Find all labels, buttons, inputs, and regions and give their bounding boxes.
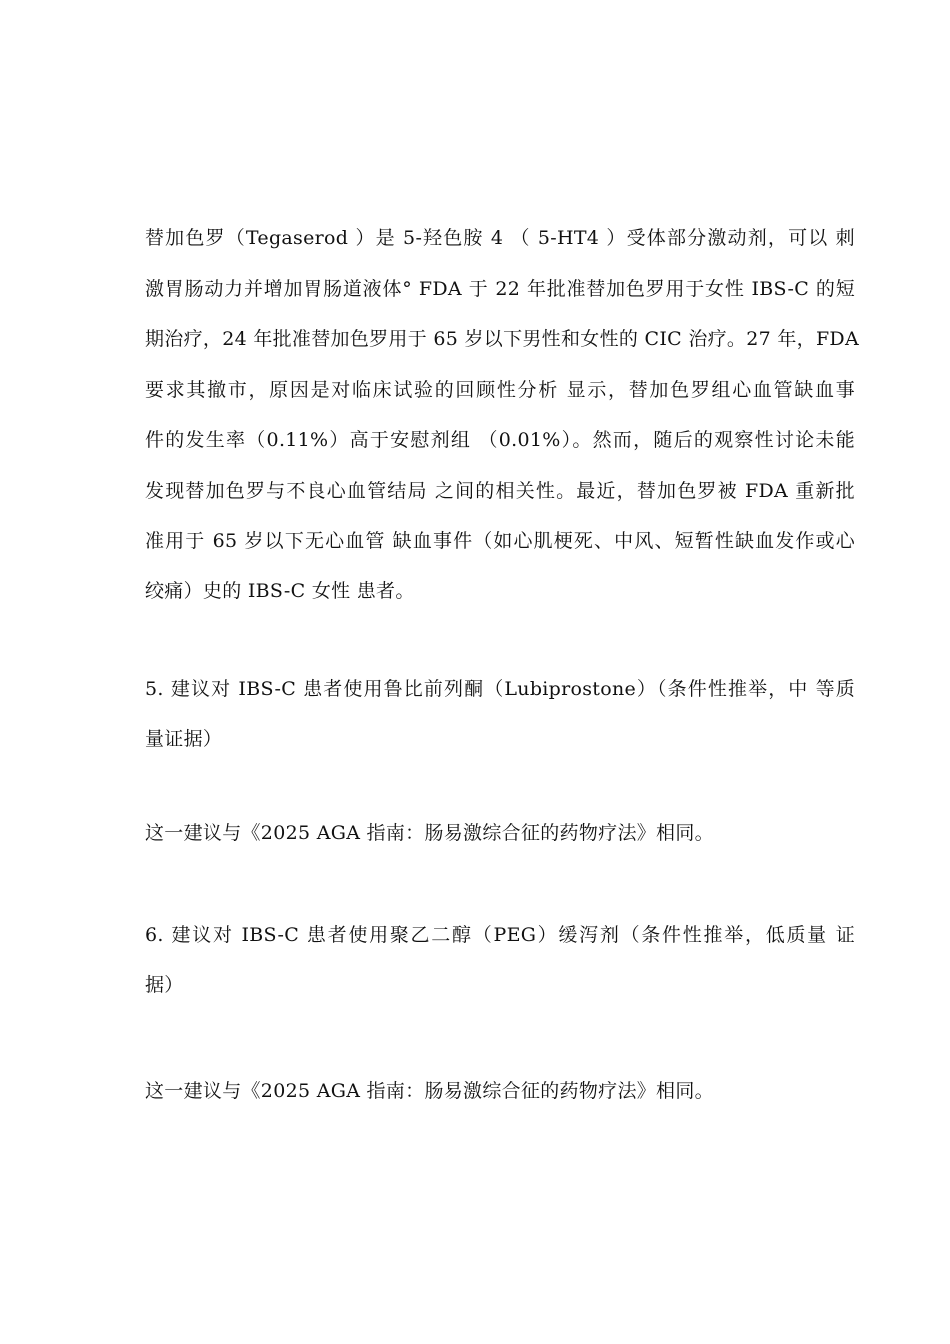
recommendation-line: 据）: [145, 974, 184, 996]
paragraph-line: 期治疗，24 年批准替加色罗用于 65 岁以下男性和女性的 CIC 治疗。27 年，FDA: [145, 328, 859, 350]
paragraph-line: 激胃肠动力并增加胃肠道液体° FDA 于 22 年批准替加色罗用于女性 IBS-C 的短: [145, 278, 855, 300]
paragraph-line: 替加色罗（Tegaserod ）是 5-羟色胺 4 （ 5-HT4 ）受体部分激动剂，可以 刺: [145, 227, 855, 249]
note-5: 这一建议与《2025 AGA 指南：肠易激综合征的药物疗法》相同。: [145, 822, 714, 844]
recommendation-line: 5. 建议对 IBS-C 患者使用鲁比前列酮（Lubiprostone）（条件性推举，中 等质: [145, 678, 855, 700]
paragraph-line: 发现替加色罗与不良心血管结局 之间的相关性。最近，替加色罗被 FDA 重新批: [145, 480, 855, 502]
paragraph-line: 绞痛）史的 IBS-C 女性 患者。: [145, 580, 415, 602]
recommendation-line: 6. 建议对 IBS-C 患者使用聚乙二醇（PEG）缓泻剂（条件性推举，低质量 证: [145, 924, 855, 946]
note-6: 这一建议与《2025 AGA 指南：肠易激综合征的药物疗法》相同。: [145, 1080, 714, 1102]
paragraph-line: 件的发生率（0.11%）高于安慰剂组 （0.01%）。然而，随后的观察性讨论未能: [145, 429, 855, 451]
paragraph-line: 要求其撤市，原因是对临床试验的回顾性分析 显示，替加色罗组心血管缺血事: [145, 379, 855, 401]
paragraph-line: 准用于 65 岁以下无心血管 缺血事件（如心肌梗死、中风、短暂性缺血发作或心: [145, 530, 855, 552]
recommendation-line: 量证据）: [145, 728, 223, 750]
